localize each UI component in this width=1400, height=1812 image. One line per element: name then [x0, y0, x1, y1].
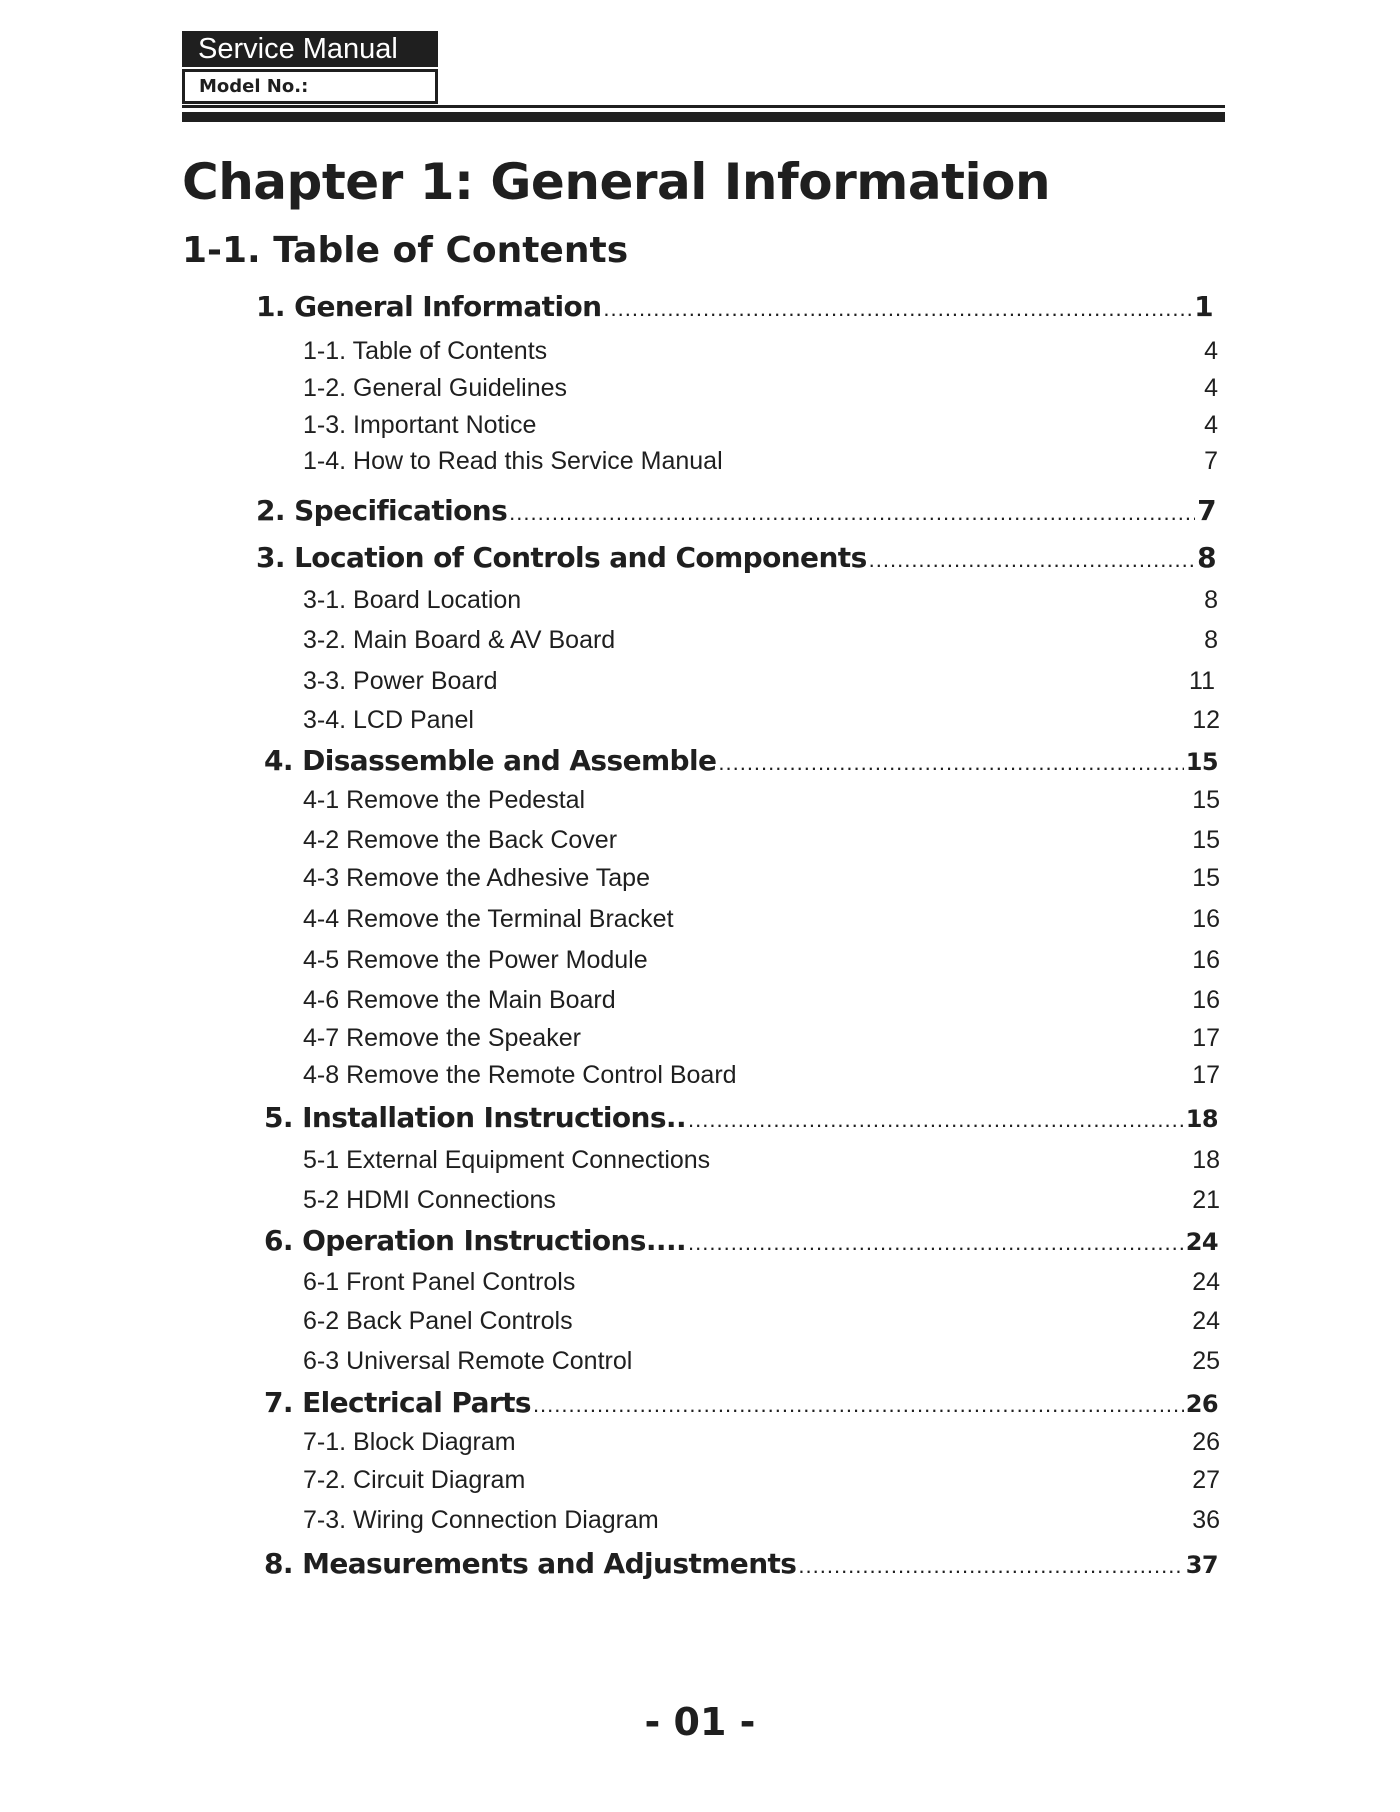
toc-entry-power-board[interactable]: [303, 667, 1215, 696]
toc-entry-wiring-connection-diagram[interactable]: [303, 1506, 1220, 1535]
toc-entry-hdmi-connections[interactable]: [303, 1186, 1220, 1215]
toc-entry-title: 3. Location of Controls and Components: [256, 541, 867, 574]
service-manual-label: Service Manual: [182, 31, 438, 67]
toc-entry-page: 15: [1192, 826, 1220, 854]
toc-entry-title: 7-3. Wiring Connection Diagram: [303, 1506, 659, 1534]
toc-leader-dots: [533, 1392, 1184, 1418]
toc-entry-front-panel-controls[interactable]: [303, 1268, 1220, 1297]
chapter-title: Chapter 1: General Information: [182, 153, 1051, 211]
toc-entry-measurements-and-adjustments[interactable]: [264, 1547, 1218, 1580]
toc-entry-table-of-contents[interactable]: [303, 337, 1218, 366]
toc-entry-remove-power-module[interactable]: [303, 946, 1220, 975]
toc-entry-page: 12: [1192, 706, 1220, 734]
toc-entry-title: 5. Installation Instructions..: [264, 1101, 686, 1134]
toc-leader-dots: [718, 750, 1183, 776]
toc-entry-page: 8: [1204, 626, 1218, 654]
toc-entry-title: 3-1. Board Location: [303, 586, 522, 614]
toc-entry-installation-instructions[interactable]: [264, 1101, 1218, 1134]
toc-entry-title: 3-4. LCD Panel: [303, 706, 474, 734]
toc-entry-page: 15: [1185, 748, 1218, 776]
toc-entry-title: 3-3. Power Board: [303, 667, 498, 695]
toc-entry-title: 8. Measurements and Adjustments: [264, 1547, 797, 1580]
toc-entry-page: 24: [1192, 1307, 1220, 1335]
toc-leader-dots: [869, 547, 1195, 573]
toc-entry-page: 17: [1192, 1061, 1220, 1089]
toc-entry-operation-instructions[interactable]: [264, 1224, 1218, 1257]
toc-entry-page: 15: [1192, 864, 1220, 892]
toc-entry-title: 6-1 Front Panel Controls: [303, 1268, 576, 1296]
page-number: - 01 -: [644, 1700, 756, 1744]
toc-entry-page: 4: [1204, 337, 1218, 365]
toc-entry-title: 4-2 Remove the Back Cover: [303, 826, 618, 854]
toc-entry-important-notice[interactable]: [303, 411, 1218, 440]
toc-entry-main-board-av-board[interactable]: [303, 626, 1218, 655]
toc-entry-back-panel-controls[interactable]: [303, 1307, 1220, 1336]
toc-entry-remove-speaker[interactable]: [303, 1024, 1220, 1053]
section-title: 1-1. Table of Contents: [182, 230, 629, 271]
toc-entry-title: 2. Specifications: [256, 494, 508, 527]
toc-entry-title: 4-7 Remove the Speaker: [303, 1024, 581, 1052]
toc-entry-page: 26: [1185, 1390, 1218, 1418]
toc-entry-title: 1-1. Table of Contents: [303, 337, 548, 365]
toc-entry-page: 18: [1185, 1105, 1218, 1133]
toc-entry-remove-remote-control-board[interactable]: [303, 1061, 1220, 1090]
model-number-label: Model No.:: [182, 69, 438, 104]
toc-leader-dots: [688, 1230, 1184, 1256]
toc-entry-general-guidelines[interactable]: [303, 374, 1218, 403]
toc-entry-title: 4-6 Remove the Main Board: [303, 986, 616, 1014]
toc-entry-title: 6-2 Back Panel Controls: [303, 1307, 573, 1335]
toc-entry-specifications[interactable]: [256, 494, 1216, 527]
toc-entry-page: 8: [1197, 541, 1216, 574]
toc-entry-disassemble-and-assemble[interactable]: [264, 744, 1218, 777]
toc-entry-remove-pedestal[interactable]: [303, 786, 1220, 815]
toc-entry-title: 4. Disassemble and Assemble: [264, 744, 717, 777]
toc-entry-lcd-panel[interactable]: [303, 706, 1220, 735]
toc-entry-title: 4-1 Remove the Pedestal: [303, 786, 586, 814]
toc-entry-page: 4: [1204, 411, 1218, 439]
toc-entry-remove-back-cover[interactable]: [303, 826, 1220, 855]
toc-entry-title: 5-2 HDMI Connections: [303, 1186, 556, 1214]
toc-entry-page: 16: [1192, 905, 1220, 933]
toc-leader-dots: [509, 500, 1195, 526]
toc-entry-location-of-controls[interactable]: [256, 541, 1216, 574]
toc-entry-title: 7-2. Circuit Diagram: [303, 1466, 526, 1494]
toc-entry-title: 1-3. Important Notice: [303, 411, 537, 439]
toc-entry-page: 4: [1204, 374, 1218, 402]
toc-entry-title: 4-3 Remove the Adhesive Tape: [303, 864, 650, 892]
toc-entry-title: 7-1. Block Diagram: [303, 1428, 516, 1456]
toc-entry-page: 8: [1204, 586, 1218, 614]
toc-entry-board-location[interactable]: [303, 586, 1218, 615]
toc-entry-page: 37: [1185, 1551, 1218, 1579]
toc-leader-dots: [688, 1107, 1184, 1133]
toc-entry-page: 24: [1192, 1268, 1220, 1296]
toc-entry-remove-adhesive-tape[interactable]: [303, 864, 1220, 893]
toc-entry-page: 25: [1192, 1347, 1220, 1375]
header-divider-thin: [182, 105, 1225, 108]
toc-entry-remove-main-board[interactable]: [303, 986, 1220, 1015]
toc-entry-page: 36: [1192, 1506, 1220, 1534]
toc-entry-title: 6. Operation Instructions....: [264, 1224, 687, 1257]
toc-entry-page: 17: [1192, 1024, 1220, 1052]
toc-entry-title: 5-1 External Equipment Connections: [303, 1146, 711, 1174]
toc-leader-dots: [603, 296, 1192, 322]
toc-entry-page: 16: [1192, 986, 1220, 1014]
toc-entry-page: 7: [1197, 494, 1216, 527]
header-divider-thick: [182, 112, 1225, 122]
toc-entry-title: 4-5 Remove the Power Module: [303, 946, 648, 974]
toc-entry-external-equipment-connections[interactable]: [303, 1146, 1220, 1175]
toc-entry-page: 1: [1194, 290, 1213, 323]
toc-entry-title: 3-2. Main Board & AV Board: [303, 626, 616, 654]
toc-entry-universal-remote-control[interactable]: [303, 1347, 1220, 1376]
toc-entry-page: 16: [1192, 946, 1220, 974]
toc-leader-dots: [798, 1553, 1183, 1579]
toc-entry-page: 27: [1192, 1466, 1220, 1494]
toc-entry-title: 6-3 Universal Remote Control: [303, 1347, 633, 1375]
toc-entry-title: 1-2. General Guidelines: [303, 374, 568, 402]
toc-entry-page: 24: [1185, 1228, 1218, 1256]
toc-entry-how-to-read[interactable]: [303, 447, 1218, 476]
toc-entry-page: 7: [1204, 447, 1218, 475]
toc-entry-page: 18: [1192, 1146, 1220, 1174]
toc-entry-page: 15: [1192, 786, 1220, 814]
toc-entry-title: 4-8 Remove the Remote Control Board: [303, 1061, 737, 1089]
toc-entry-title: 1-4. How to Read this Service Manual: [303, 447, 723, 475]
toc-entry-title: 4-4 Remove the Terminal Bracket: [303, 905, 674, 933]
toc-entry-general-information[interactable]: [256, 290, 1213, 323]
toc-entry-page: 26: [1192, 1428, 1220, 1456]
toc-entry-page: 21: [1192, 1186, 1220, 1214]
toc-entry-block-diagram[interactable]: [303, 1428, 1220, 1457]
toc-entry-page: 11: [1189, 667, 1215, 695]
toc-entry-electrical-parts[interactable]: [264, 1386, 1218, 1419]
toc-entry-circuit-diagram[interactable]: [303, 1466, 1220, 1495]
toc-entry-title: 1. General Information: [256, 290, 602, 323]
toc-entry-remove-terminal-bracket[interactable]: [303, 905, 1220, 934]
toc-entry-title: 7. Electrical Parts: [264, 1386, 531, 1419]
